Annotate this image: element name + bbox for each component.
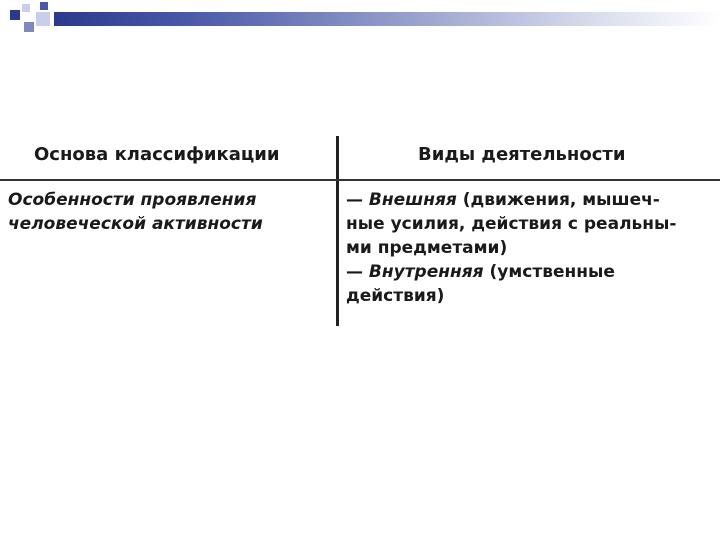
- basis-line-2: человеческой активности: [8, 214, 263, 234]
- dash: —: [346, 190, 369, 210]
- activity-line-2: ные усилия, действия с реальны-: [346, 214, 677, 234]
- activity-line-3: ми предметами): [346, 238, 508, 258]
- activity-line-4: [346, 260, 718, 284]
- basis-line-1: Особенности проявления: [8, 190, 257, 210]
- term-internal: Внутренняя: [368, 262, 484, 282]
- table-cell-activity-types: [346, 188, 718, 308]
- activity-line-1: [346, 188, 718, 212]
- table-header-basis: Основа классификации: [34, 144, 280, 165]
- slide-header-decoration: [0, 0, 720, 48]
- classification-table: [0, 136, 720, 326]
- decor-square-light-2: [36, 12, 50, 26]
- table-column-divider: [336, 136, 339, 326]
- table-cell-basis: [8, 188, 328, 236]
- decor-square-dark-2: [40, 2, 48, 10]
- internal-description: (умственные: [483, 262, 615, 282]
- decor-square-light: [22, 4, 30, 12]
- external-description: (движения, мышеч-: [456, 190, 660, 210]
- dash: —: [346, 262, 369, 282]
- decor-gradient-bar: [54, 12, 720, 26]
- activity-line-5: действия): [346, 286, 445, 306]
- decor-square-mid: [24, 22, 34, 32]
- table-header-activity-types: Виды деятельности: [418, 144, 626, 165]
- table-header-divider: [0, 179, 720, 181]
- term-external: Внешняя: [368, 190, 457, 210]
- decor-square-dark: [10, 10, 20, 20]
